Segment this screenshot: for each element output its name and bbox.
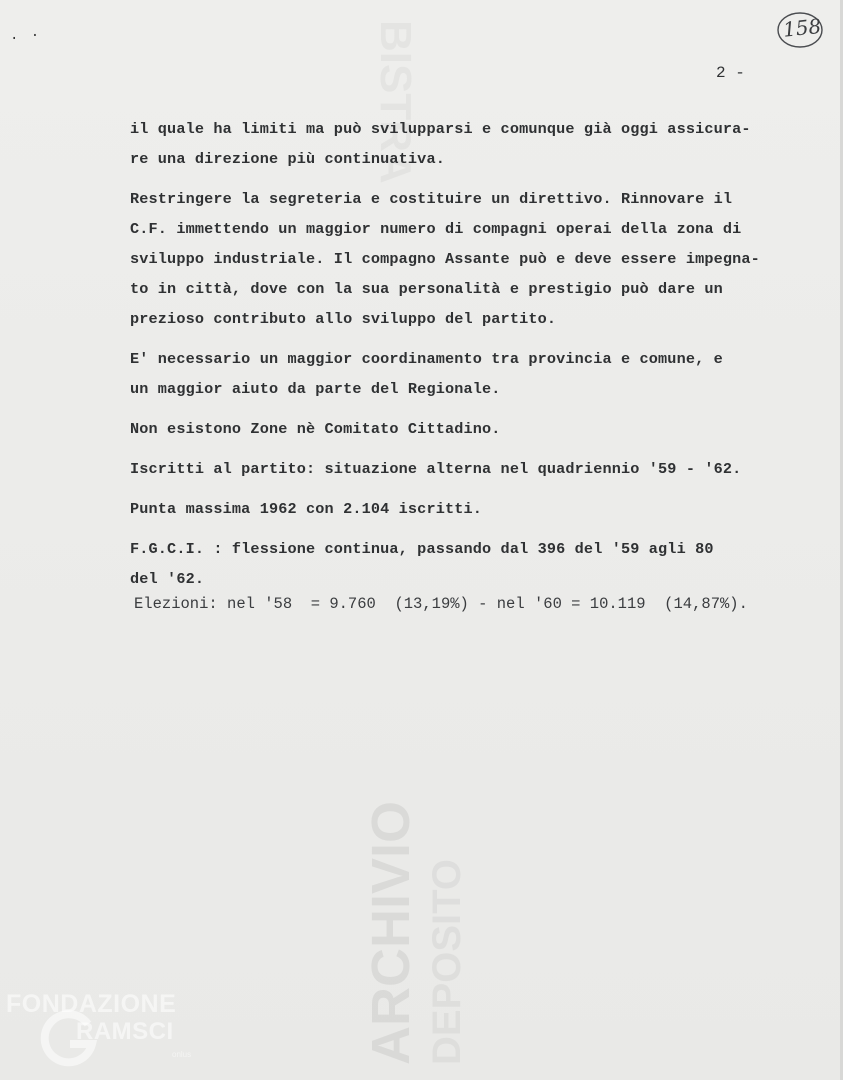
text-line: Restringere la segreteria e costituire un direttivo. Rinnovare il <box>130 190 733 208</box>
watermark-text-b: DEPOSITO <box>425 859 469 1065</box>
paragraph-3 <box>130 344 820 404</box>
paragraph-1 <box>130 114 820 174</box>
text-line: un maggior aiuto da parte del Regionale. <box>130 380 501 398</box>
text-line: C.F. immettendo un maggior numero di compagni operai della zona di <box>130 220 742 238</box>
logo-small-text: onlus <box>172 1050 192 1059</box>
text-line: E' necessario un maggior coordinamento tra provincia e comune, e <box>130 350 723 368</box>
text-line: sviluppo industriale. Il compagno Assante può e deve essere impegna- <box>130 250 760 268</box>
text-line: to in città, dove con la sua personalità e prestigio può dare un <box>130 280 723 298</box>
watermark-text-c: BISTRA <box>371 20 420 184</box>
paragraph-5 <box>130 454 820 484</box>
text-line: Iscritti al partito: situazione alterna nel quadriennio '59 - '62. <box>130 460 742 478</box>
archive-number: 158 <box>781 13 823 42</box>
margin-marks: . · <box>10 28 42 44</box>
watermark-text-a: ARCHIVIO <box>361 800 421 1065</box>
text-line: Non esistono Zone nè Comitato Cittadino. <box>130 420 501 438</box>
elezioni-line: Elezioni: nel '58 = 9.760 (13,19%) - nel '60 = 10.119 (14,87%). <box>134 595 748 613</box>
text-line: del '62. <box>130 570 205 588</box>
text-line: il quale ha limiti ma può svilupparsi e comunque già oggi assicura- <box>130 120 751 138</box>
typed-body <box>130 114 820 604</box>
paragraph-7 <box>130 534 820 594</box>
text-line: prezioso contributo allo sviluppo del partito. <box>130 310 557 328</box>
paragraph-6 <box>130 494 820 524</box>
fondazione-gramsci-logo <box>6 990 226 1070</box>
page-number: 2 - <box>716 64 745 82</box>
text-line: re una direzione più continuativa. <box>130 150 445 168</box>
paragraph-4 <box>130 414 820 444</box>
paragraph-2 <box>130 184 820 334</box>
logo-bottom-text: RAMSCI <box>76 1018 174 1045</box>
text-line: F.G.C.I. : flessione continua, passando dal 396 del '59 agli 80 <box>130 540 714 558</box>
logo-top-text: FONDAZIONE <box>6 990 177 1018</box>
text-line: Punta massima 1962 con 2.104 iscritti. <box>130 500 483 518</box>
